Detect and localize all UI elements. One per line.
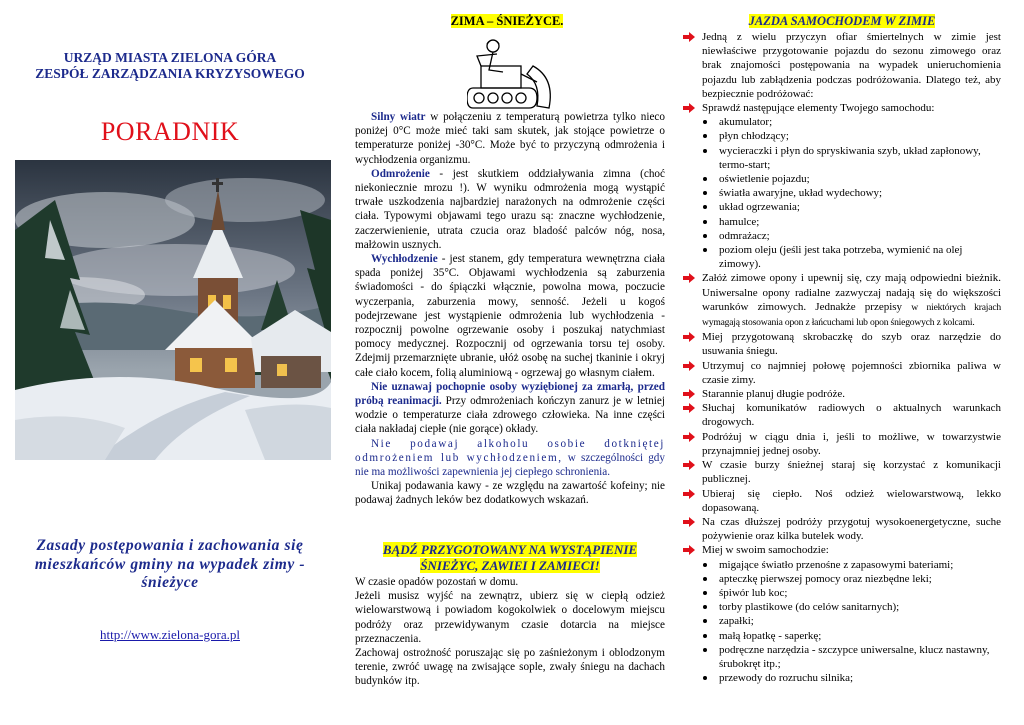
arrow-bullet-icon <box>683 389 695 399</box>
paragraph-resuscitation: Nie uznawaj pochopnie osoby wyziębionej za zmarłą, przed próbą reanimacji. Przy odmrożeniach kończyn zanurz je w letniej wodzie o temperaturze ciała zdrowego człowieka. Na inne części ciała nakładaj ciepłe (nie gorące) okłady. <box>355 380 665 436</box>
be-prepared-banner <box>355 542 665 573</box>
list-item: śpiwór lub koc; <box>683 586 1001 600</box>
winter-village-painting <box>15 160 331 460</box>
tip-radio: Słuchaj komunikatów radiowych o aktualnych warunkach drogowych. <box>683 401 1001 429</box>
tip-plan: Starannie planuj długie podróże. <box>683 387 1001 401</box>
tip-scraper: Miej przygotowaną skrobaczkę do szyb oraz narzędzie do usuwania śniegu. <box>683 330 1001 358</box>
winter-driving-panel <box>683 0 1001 725</box>
stay-home-text: W czasie opadów pozostań w domu. <box>355 576 519 588</box>
page-title: PORADNIK <box>100 117 240 146</box>
paragraph-frostbite: Odmrożenie - jest skutkiem oddziaływania zimna (choć niekoniecznie mrozu !). W wyniku odmrożenia mogą wystąpić trwałe uszkodzenia najbardziej narażonych na odmrożenie części ciała. Typowymi objawami tego urazu są: znaczne wychłodzenie, zaczerwienienie, utrata czucia oraz bladość palców nóg, nosa, małżowin usznych. <box>355 167 665 251</box>
list-item: torby plastikowe (do celów sanitarnych); <box>683 600 1001 614</box>
arrow-bullet-icon <box>683 103 695 113</box>
going-out-text: Jeżeli musisz wyjść na zewnątrz, ubierz się w ciepłą odzież wielowarstwową i powiadom kogokolwiek o docelowym miejscu podróży oraz przewidywanym czasie dotarcia na miejsce przeznaczenia. <box>355 590 665 645</box>
brochure-subtitle: Zasady postępowania i zachowania się mieszkańców gminy na wypadek zimy - śnieżyce <box>34 537 306 591</box>
banner-line-2: ŚNIEŻYC, ZAWIEI I ZAMIECI! <box>420 557 600 573</box>
list-item: migające światło przenośne z zapasowymi bateriami; <box>683 558 1001 572</box>
driving-tips <box>683 30 1001 685</box>
tip-fuel: Utrzymuj co najmniej połowę pojemności zbiornika paliwa w czasie zimy. <box>683 359 1001 387</box>
list-item: hamulce; <box>683 215 1001 229</box>
list-item: poziom oleju (jeśli jest taka potrzeba, wymienić na olej zimowy). <box>683 243 1001 271</box>
arrow-bullet-icon <box>683 361 695 371</box>
snowplow-illustration <box>467 36 563 116</box>
arrow-bullet-icon <box>683 273 695 283</box>
cover-panel <box>0 0 340 725</box>
banner-line-1: BĄDŹ PRZYGOTOWANY NA WYSTĄPIENIE <box>382 542 638 557</box>
arrow-bullet-icon <box>683 332 695 342</box>
preparedness-text <box>355 575 665 689</box>
org-line-2: ZESPÓŁ ZARZĄDZANIA KRYZYSOWEGO <box>35 66 305 81</box>
paragraph-hypothermia: Wychłodzenie - jest stanem, gdy temperatura wewnętrzna ciała spada poniżej 35°C. Objawami wychłodzenia są zaburzenia świadomości - do śpiączki włącznie, powolna mowa, poczucie wyczerpania, zaburzenia mowy, senność. Jeżeli u kogoś podejrzewane jest wystąpienie odmrożenia lub wychłodzenia - rozpocznij powolne ogrzewanie osoby i poszukaj natychmiast pomocy medycznej. Rozpocznij od ogrzewania torsu tej osoby. Zdejmij przemarznięte ubranie, ułóż osobę na suchej tkaninie i okryj całe ciało kocem, folią aluminiową - ogrzewaj go własnym ciałem. <box>355 253 665 379</box>
arrow-bullet-icon <box>683 32 695 42</box>
paragraph-alcohol: Nie podawaj alkoholu osobie dotkniętej odmrożeniem lub wychłodzeniem, w szczególności gdy nie ma możliwości zapewnienia jej ciepłego schronienia. <box>355 437 665 479</box>
section-heading: ZIMA – ŚNIEŻYCE. <box>450 14 564 28</box>
check-list <box>683 115 1001 271</box>
tip-kit: Miej w swoim samochodzie: <box>683 543 1001 557</box>
driving-heading: JAZDA SAMOCHODEM W ZIMIE <box>748 14 936 28</box>
list-item: przewody do rozruchu silnika; <box>683 671 1001 685</box>
frostbite-info-text <box>355 110 665 508</box>
list-item: akumulator; <box>683 115 1001 129</box>
arrow-bullet-icon <box>683 403 695 413</box>
arrow-bullet-icon <box>683 460 695 470</box>
tip-dress: Ubieraj się ciepło. Noś odzież wielowarstwową, lekko dopasowaną. <box>683 487 1001 515</box>
list-item: oświetlenie pojazdu; <box>683 172 1001 186</box>
tip-daytime: Podróżuj w ciągu dnia i, jeśli to możliwe, w towarzystwie przynajmniej jednej osoby. <box>683 430 1001 458</box>
list-item: płyn chłodzący; <box>683 129 1001 143</box>
arrow-bullet-icon <box>683 545 695 555</box>
arrow-bullet-icon <box>683 432 695 442</box>
list-item: zapałki; <box>683 614 1001 628</box>
paragraph-coffee: Unikaj podawania kawy - ze względu na zawartość kofeiny; nie podawaj żadnych leków bez dodatkowych wskazań. <box>355 480 665 507</box>
arrow-bullet-icon <box>683 517 695 527</box>
tip-tires: Załóż zimowe opony i upewnij się, czy mają odpowiedni bieżnik. Uniwersalne opony radialne zazwyczaj nadają się do większości warunków zimowych. Jednakże przepisy w niektórych krajach wymagają stosowania opon z łańcuchami lub opon śniegowych z kolcami. <box>683 271 1001 330</box>
list-item: wycieraczki i płyn do spryskiwania szyb, układ zapłonowy, termo-start; <box>683 144 1001 172</box>
winter-blizzard-panel <box>355 0 665 725</box>
organization-name <box>0 50 340 82</box>
list-item: małą łopatkę - saperkę; <box>683 629 1001 643</box>
list-item: układ ogrzewania; <box>683 200 1001 214</box>
list-item: podręczne narzędzia - szczypce uniwersalne, klucz nastawny, śrubokręt itp.; <box>683 643 1001 671</box>
list-item: odmrażacz; <box>683 229 1001 243</box>
tip-food: Na czas dłuższej podróży przygotuj wysokoenergetyczne, suche pożywienie oraz kilka butelek wody. <box>683 515 1001 543</box>
org-line-1: URZĄD MIASTA ZIELONA GÓRA <box>63 50 277 65</box>
arrow-bullet-icon <box>683 489 695 499</box>
paragraph-wind: Silny wiatr w połączeniu z temperaturą powietrza tylko nieco poniżej 0°C może mieć taki sam skutek, jak stojące powietrze o temperaturze poniżej -30°C. Może być to przyczyną odmrożenia i wychłodzenia organizmu. <box>355 111 665 166</box>
kit-list <box>683 558 1001 686</box>
tip-intro: Jedną z wielu przyczyn ofiar śmiertelnych w zimie jest niewłaściwe przygotowanie pojazdu do sezonu zimowego oraz brak znajomości postępowania na wypadek unieruchomienia pojazdu lub zabłądzenia podczas podróżowania. Dlatego też, aby bezpiecznie podróżować: <box>683 30 1001 101</box>
tip-transport: W czasie burzy śnieżnej staraj się korzystać z komunikacji publicznej. <box>683 458 1001 486</box>
website-link[interactable]: http://www.zielona-gora.pl <box>100 627 240 642</box>
list-item: apteczkę pierwszej pomocy oraz niezbędne leki; <box>683 572 1001 586</box>
tip-check: Sprawdź następujące elementy Twojego samochodu: <box>683 101 1001 115</box>
list-item: światła awaryjne, układ wydechowy; <box>683 186 1001 200</box>
caution-text: Zachowaj ostrożność poruszając się po zaśnieżonym i oblodzonym terenie, zwróć uwagę na zwisające sople, zwały śniegu na dachach budynków itp. <box>355 647 665 688</box>
